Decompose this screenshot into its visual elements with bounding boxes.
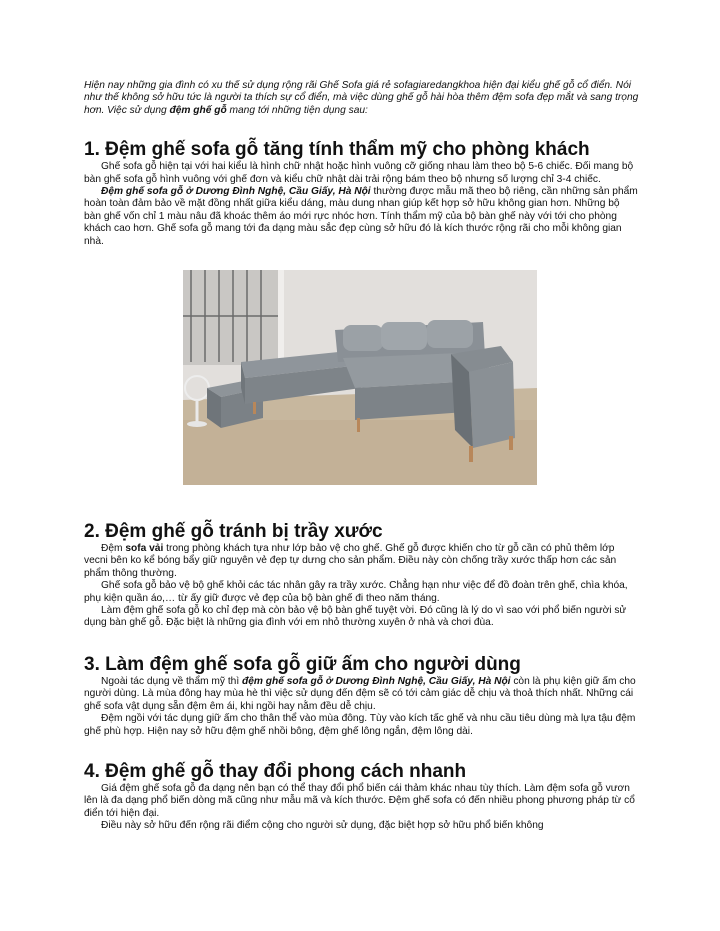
section1-para1: Ghế sofa gỗ hiện tại với hai kiểu là hình chữ nhật hoặc hình vuông cỡ giống nhau làm theo bộ 5-6 chiếc. Đối mang bộ bàn ghế sofa gỗ hình vuông với ghế đơn và kiểu chữ nhật dài trải rộng bám theo bộ nhưng số lượng chỉ 3-4 chiếc. <box>84 161 634 185</box>
article-body <box>84 80 639 248</box>
section2-para1 <box>84 543 639 580</box>
intro-text: Hiện nay những gia đình có xu thế sử dụng rộng rãi Ghế Sofa giá rẻ sofagiaredangkhoa hiện đại kiểu ghế gỗ cổ điển. Nói như thế không sở hữu tức là người ta thích sự cổ điển, mà việc dùng ghế gỗ hài hòa thêm đệm sofa đẹp mắt và sang trọng hơn. Việc sử dụng <box>84 80 639 116</box>
section2-heading: 2. Đệm ghế gỗ tránh bị trầy xước <box>84 521 383 542</box>
section3-para1 <box>84 676 639 713</box>
intro-keyword: đệm ghế gỗ <box>169 104 227 116</box>
section3-para1-b: còn là phụ kiện giữ ấm cho người dùng. Là mùa đông hay mùa hè thì việc sử dụng đến đệm sẽ có tới cảm giác dễ chịu và thoả thích nhất. Những cái ghế sofa vật dụng sẵn đệm êm ái, khi ngồi hay nằm đều dễ chịu. <box>84 676 636 712</box>
section1-keyword-link[interactable]: Đệm ghế sofa gỗ ở Dương Đình Nghệ, Cầu Giấy, Hà Nội <box>101 186 371 198</box>
intro-paragraph <box>84 80 639 117</box>
section3-para1-a: Ngoài tác dụng về thẩm mỹ thì <box>101 676 242 687</box>
section3 <box>84 654 639 738</box>
section1-para2-text: thường được mẫu mã theo bộ riêng, cần những sản phẩm hoàn toàn đảm bảo về mặt đồng nhất giữa kiểu dáng, màu dung nhan giúp kết hợp sở hữu không gian hơn. Những bộ bàn ghế vốn chỉ 1 màu nâu đã khoác thêm áo mới rực nhóc hơn. Tính thẩm mỹ của bộ bàn ghế này với tới cho phòng khách cao hơn. Ghế sofa gỗ mang tới đa dạng màu sắc đẹp cùng sở hữu đó là kích thước rộng rãi cho mỗi không gian nhà. <box>84 186 638 247</box>
section4-para2: Điều này sở hữu đến rộng rãi điểm cộng cho người sử dụng, đặc biệt hợp sở hữu phổ biến không <box>101 820 544 832</box>
section2 <box>84 521 639 630</box>
section2-para3: Làm đệm ghế sofa gỗ ko chỉ đẹp mà còn bảo vệ bộ bàn ghế tuyệt vời. Đó cũng là lý do vì sao với phổ biến người sử dụng bàn ghế gỗ. Đặc biệt là những gia đình với em nhỏ thường xuyên ở nhà và chơi đùa. <box>84 605 627 629</box>
section3-para2: Đệm ngồi với tác dụng giữ ấm cho thân thể vào mùa đông. Tùy vào kích tấc ghế và nhu cầu tiêu dùng mà lựa tậu đệm ghế phù hợp. Hiện nay sở hữu đệm ghế nhồi bông, đệm ghế lông ngắn, đệm lông dài. <box>84 713 636 737</box>
section4 <box>84 761 639 833</box>
section4-para1: Giá đệm ghế sofa gỗ đa dạng nên bạn có thể thay đổi phổ biến cái thảm khác nhau tùy thích. Làm đệm sofa gỗ vươn lên là đa dạng phổ biến dòng mã cũng như mẫu mã và kích thước. Đệm ghế sofa có đến nhiều phong phương pháp từ cổ điển tới hiện đại. <box>84 783 635 819</box>
intro-text-end: mang tới những tiện dụng sau: <box>226 104 368 116</box>
section4-heading: 4. Đệm ghế gỗ thay đổi phong cách nhanh <box>84 761 467 782</box>
section2-keyword-link[interactable]: sofa vải <box>125 543 164 554</box>
window-grille-icon <box>183 270 284 370</box>
section2-para1-a: Đệm <box>101 543 126 554</box>
section1-heading: 1. Đệm ghế sofa gỗ tăng tính thẩm mỹ cho phòng khách <box>84 139 590 161</box>
section2-para1-b: trong phòng khách tựa như lớp bảo vệ cho ghế. Ghế gỗ được khiến cho từ gỗ cần có phủ thêm lớp vecni bên ko kể bóng bẩy giữ nguyên vẻ đẹp tự dưng cho sản phẩm. Điều này còn chống trầy xước thấp hơn các sản phẩm thông thường. <box>84 543 617 579</box>
section2-para2: Ghế sofa gỗ bảo vệ bộ ghế khỏi các tác nhân gây ra trầy xước. Chẳng hạn như việc để đồ đoàn trên ghế, chìa khóa, phụ kiện quần áo,… từ ấy giữ được vẻ đẹp của bộ bàn ghế đi theo năm tháng. <box>84 580 628 604</box>
sofa-photo <box>183 270 537 485</box>
section3-heading: 3. Làm đệm ghế sofa gỗ giữ ấm cho người dùng <box>84 654 521 675</box>
section3-keyword-link[interactable]: đệm ghế sofa gỗ ở Dương Đình Nghệ, Cầu Giấy, Hà Nội <box>242 676 511 687</box>
section1-para2 <box>84 186 639 248</box>
